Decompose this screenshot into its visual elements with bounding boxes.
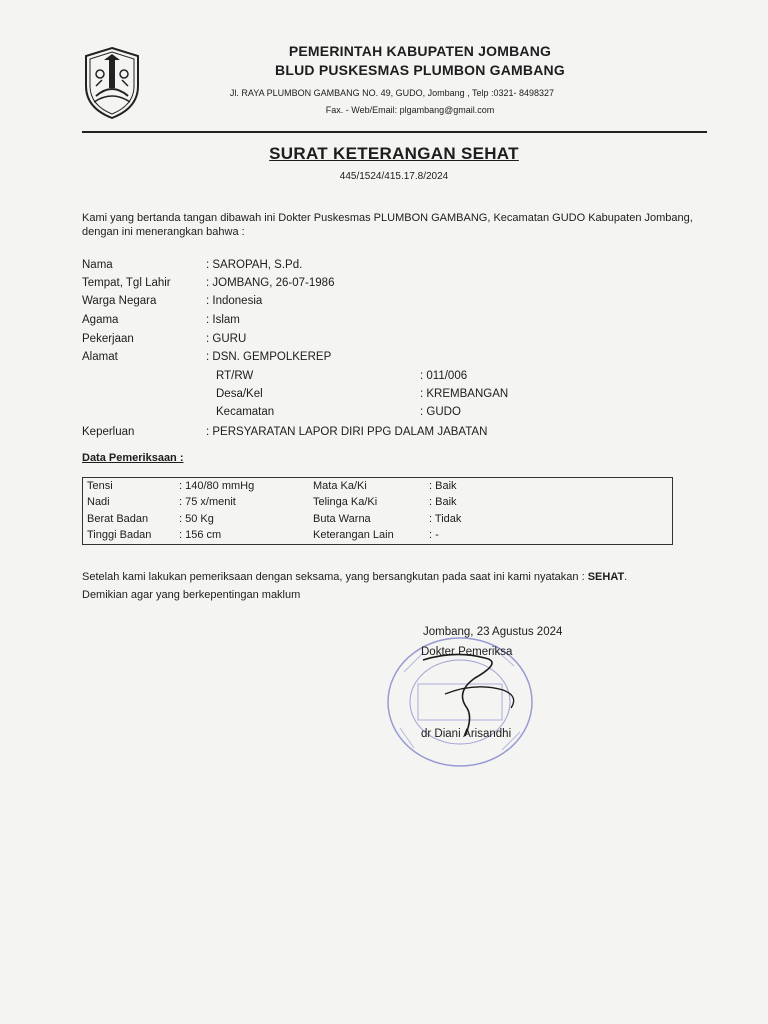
- nama-label: Nama: [82, 259, 113, 271]
- document-title: SURAT KETERANGAN SEHAT: [269, 144, 519, 163]
- exam-value: : 50 Kg: [179, 513, 214, 525]
- exam-section-title: Data Pemeriksaan :: [82, 452, 184, 464]
- exam-label: Nadi: [87, 496, 110, 508]
- exam-table: [82, 477, 673, 545]
- exam-label: Mata Ka/Ki: [313, 480, 367, 492]
- ttl-value: : JOMBANG, 26-07-1986: [206, 277, 335, 289]
- exam-label: Tinggi Badan: [87, 529, 152, 541]
- exam-value: : Baik: [429, 496, 457, 508]
- exam-label: Buta Warna: [313, 513, 371, 525]
- exam-value: : 156 cm: [179, 529, 222, 541]
- keperluan-value: : PERSYARATAN LAPOR DIRI PPG DALAM JABATAN: [206, 426, 488, 438]
- warga-negara-label: Warga Negara: [82, 295, 157, 307]
- signature-date: Jombang, 23 Agustus 2024: [423, 626, 563, 638]
- document-number: 445/1524/415.17.8/2024: [339, 171, 449, 182]
- agama-value: : Islam: [206, 314, 240, 326]
- exam-value: : 140/80 mmHg: [179, 480, 255, 492]
- closing-statement: [82, 571, 627, 583]
- exam-value: : -: [429, 529, 439, 541]
- ttl-label: Tempat, Tgl Lahir: [82, 277, 171, 289]
- letterhead-divider: [82, 131, 707, 133]
- institution-contact: Fax. - Web/Email: plgambang@gmail.com: [325, 105, 495, 115]
- kecamatan-label: Kecamatan: [216, 406, 275, 418]
- government-name: PEMERINTAH KABUPATEN JOMBANG: [288, 43, 552, 59]
- alamat-label: Alamat: [82, 351, 118, 363]
- pekerjaan-value: : GURU: [206, 333, 247, 345]
- warga-negara-value: : Indonesia: [206, 295, 263, 307]
- signatory-role: Dokter Pemeriksa: [421, 646, 513, 658]
- health-status: SEHAT: [587, 571, 625, 583]
- desa-value: : KREMBANGAN: [420, 388, 509, 400]
- pekerjaan-label: Pekerjaan: [82, 333, 134, 345]
- exam-label: Telinga Ka/Ki: [313, 496, 378, 508]
- rtrw-value: : 011/006: [420, 370, 468, 382]
- exam-value: : Baik: [429, 480, 457, 492]
- keperluan-label: Keperluan: [82, 426, 135, 438]
- institution-address: Jl. RAYA PLUMBON GAMBANG NO. 49, GUDO, Jombang , Telp :0321- 8498327: [229, 88, 555, 98]
- agama-label: Agama: [82, 314, 119, 326]
- exam-value: : Tidak: [429, 513, 462, 525]
- closing-period: .: [624, 571, 628, 583]
- rtrw-label: RT/RW: [216, 370, 254, 382]
- exam-label: Tensi: [87, 480, 113, 492]
- intro-paragraph: Kami yang bertanda tangan dibawah ini Dokter Puskesmas PLUMBON GAMBANG, Kecamatan GUDO Kabupaten Jombang, dengan ini menerangkan bahwa :: [82, 212, 693, 238]
- signatory-name: dr Diani Arisandhi: [421, 728, 512, 740]
- desa-label: Desa/Kel: [216, 388, 263, 400]
- institution-name: BLUD PUSKESMAS PLUMBON GAMBANG: [275, 62, 565, 78]
- alamat-value: : DSN. GEMPOLKEREP: [206, 351, 332, 363]
- closing-text: Setelah kami lakukan pemeriksaan dengan seksama, yang bersangkutan pada saat ini kami nyatakan :: [82, 571, 588, 583]
- closing-remark: Demikian agar yang berkepentingan maklum: [82, 589, 301, 601]
- kecamatan-value: : GUDO: [420, 406, 461, 418]
- exam-label: Keterangan Lain: [313, 529, 394, 541]
- exam-label: Berat Badan: [87, 513, 149, 525]
- exam-value: : 75 x/menit: [179, 496, 236, 508]
- nama-value: : SAROPAH, S.Pd.: [206, 259, 303, 271]
